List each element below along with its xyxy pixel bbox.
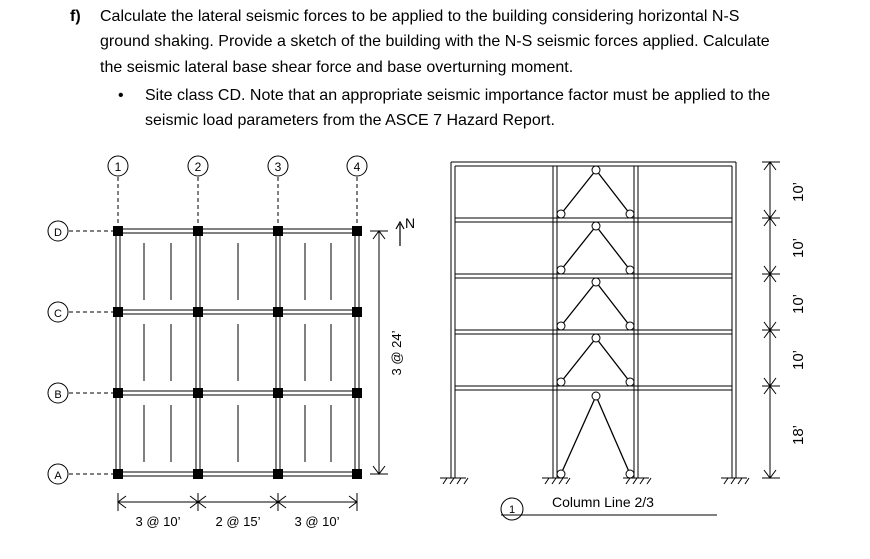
column-grid-leaders bbox=[118, 177, 357, 226]
north-arrow-icon bbox=[396, 222, 404, 246]
story-height-2: 10’ bbox=[790, 349, 807, 371]
bullet-icon: • bbox=[118, 87, 124, 104]
section-bubble bbox=[501, 498, 523, 520]
dimension-bays-center: 2 @ 15’ bbox=[215, 514, 261, 529]
svg-text:B: B bbox=[54, 389, 62, 401]
brace-pins bbox=[557, 166, 634, 478]
bullet-line-1: Site class CD. Note that an appropriate seismic importance factor must be applied to the bbox=[145, 87, 771, 104]
row-grid-leaders bbox=[69, 231, 113, 474]
section-title: Column Line 2/3 bbox=[552, 494, 654, 510]
side-dimension-line bbox=[370, 231, 388, 474]
elevation-beams bbox=[451, 162, 736, 390]
column-grid-bubble-2 bbox=[188, 156, 208, 176]
svg-text:3: 3 bbox=[274, 160, 282, 174]
column-grid-bubble-4 bbox=[347, 156, 367, 176]
elevation-view bbox=[440, 162, 807, 520]
ground-supports bbox=[440, 478, 749, 484]
floor-plan bbox=[48, 156, 415, 529]
chevron-braces bbox=[561, 170, 630, 474]
bottom-dimension-line bbox=[118, 493, 357, 511]
column-grid-bubble-1 bbox=[108, 156, 128, 176]
svg-text:1: 1 bbox=[114, 160, 122, 174]
svg-text:A: A bbox=[54, 470, 62, 482]
dimension-bays-left: 3 @ 10’ bbox=[135, 514, 181, 529]
bullet-line-2: seismic load parameters from the ASCE 7 Hazard Report. bbox=[145, 112, 555, 129]
plan-joists bbox=[144, 243, 331, 462]
story-height-4: 10’ bbox=[790, 237, 807, 259]
question-line-2: ground shaking. Provide a sketch of the building with the N-S seismic forces applied. Calculate bbox=[100, 33, 770, 50]
row-grid-bubble-A bbox=[48, 464, 68, 484]
svg-text:D: D bbox=[54, 227, 62, 239]
svg-text:2: 2 bbox=[194, 160, 202, 174]
story-height-5: 10’ bbox=[790, 181, 807, 203]
row-grid-bubble-B bbox=[48, 383, 68, 403]
column-grid-bubble-3 bbox=[268, 156, 288, 176]
svg-text:4: 4 bbox=[353, 160, 361, 174]
elevation-columns bbox=[451, 162, 736, 478]
svg-text:1: 1 bbox=[508, 504, 516, 516]
dimension-bays-right: 3 @ 10’ bbox=[294, 514, 340, 529]
story-height-1: 18’ bbox=[790, 424, 807, 446]
question-line-3: the seismic lateral base shear force and base overturning moment. bbox=[100, 59, 574, 76]
row-grid-bubble-C bbox=[48, 302, 68, 322]
question-label: f) bbox=[70, 8, 81, 25]
question-line-1: Calculate the lateral seismic forces to be applied to the building considering horizontal N-S bbox=[100, 8, 740, 25]
dimension-plan-depth: 3 @ 24’ bbox=[389, 330, 404, 376]
story-dimension-line bbox=[762, 162, 780, 478]
svg-text:C: C bbox=[54, 308, 62, 320]
north-label: N bbox=[405, 215, 416, 231]
row-grid-bubble-D bbox=[48, 221, 68, 241]
story-height-3: 10’ bbox=[790, 293, 807, 315]
